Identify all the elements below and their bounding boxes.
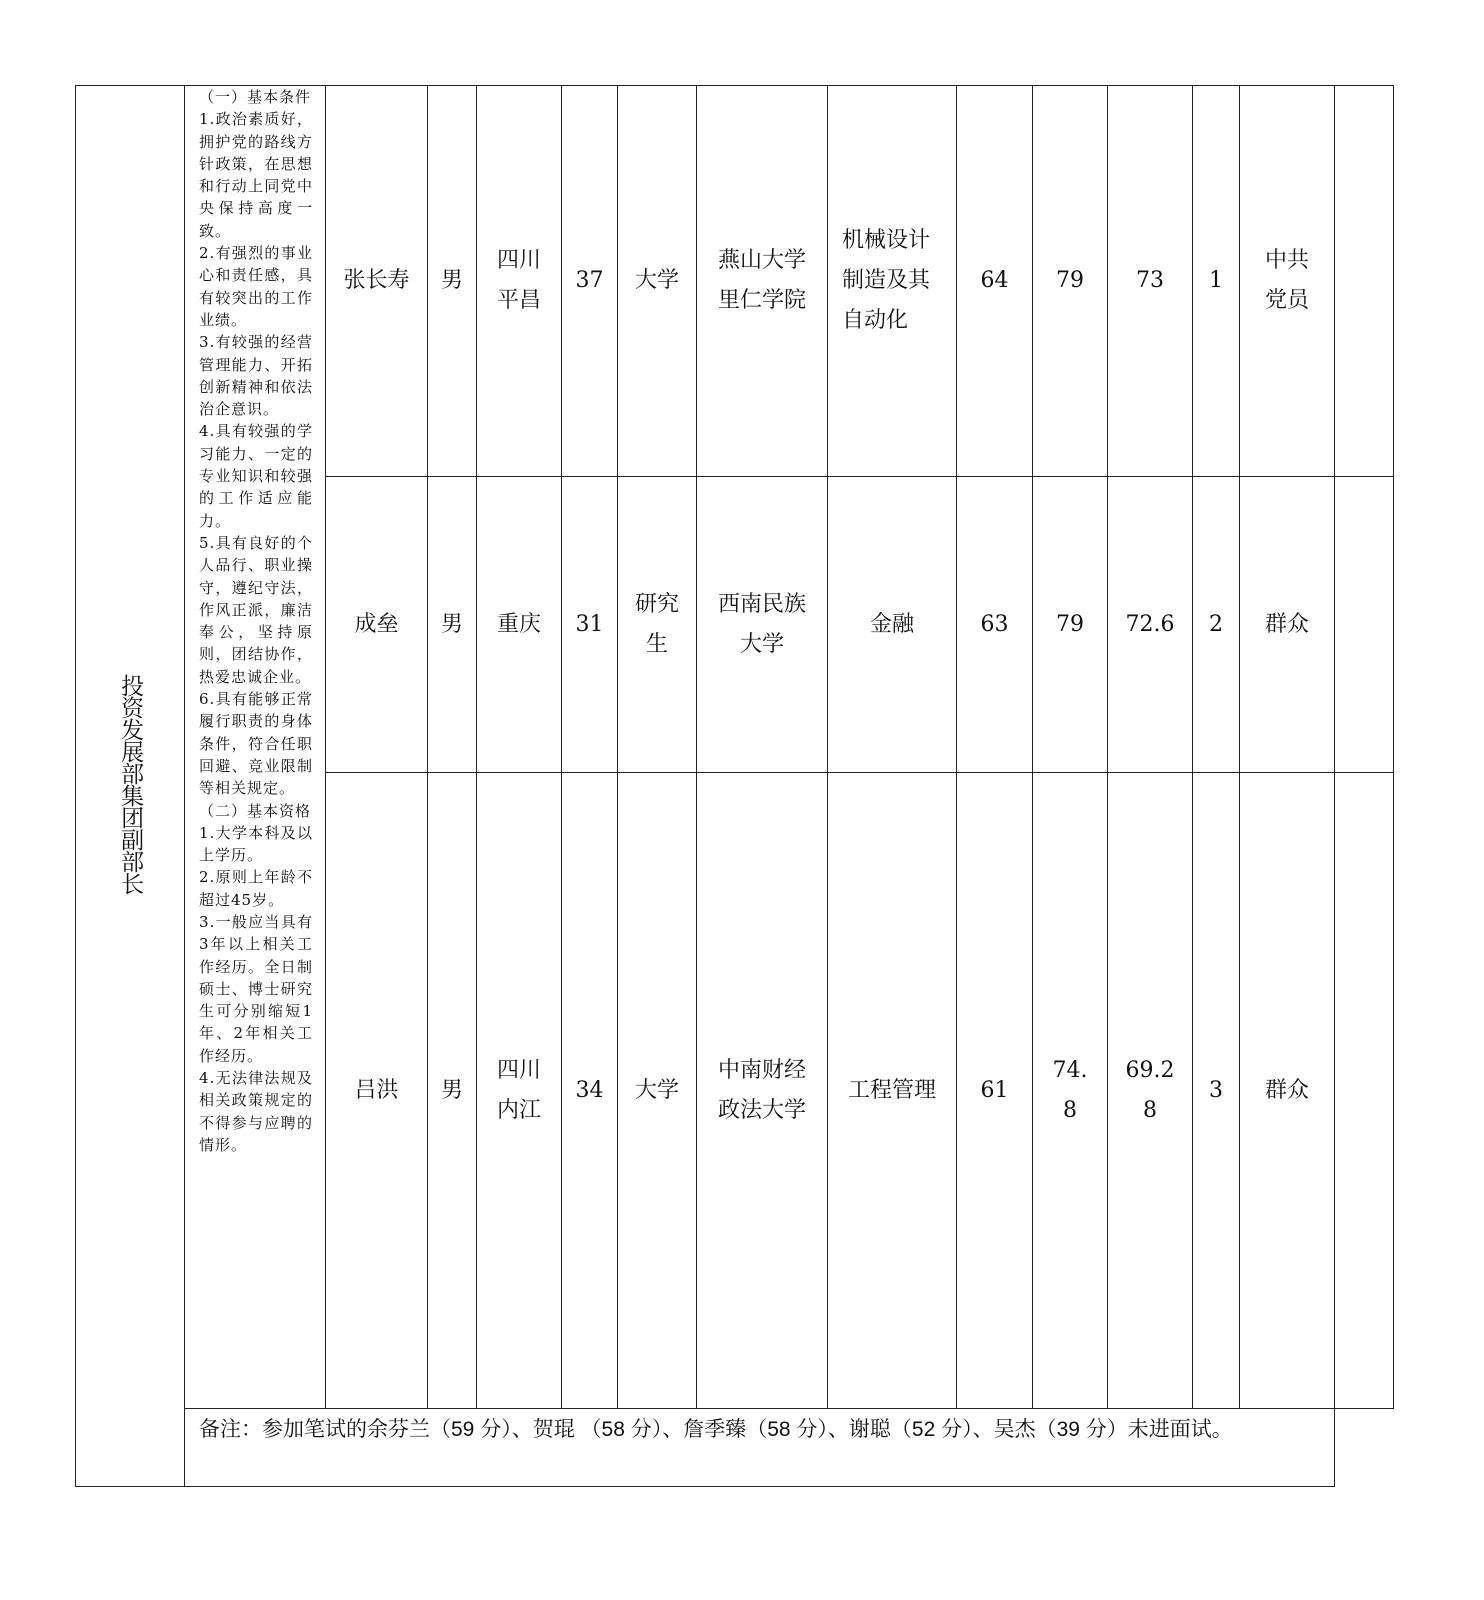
interview-score: 79 <box>1033 86 1108 477</box>
table-row <box>76 1409 1394 1487</box>
position-cell <box>76 86 185 1487</box>
candidate-major <box>828 86 957 477</box>
table-row <box>76 86 1394 477</box>
candidate-rank: 1 <box>1193 86 1240 477</box>
candidate-table-sheet <box>75 85 1394 1487</box>
candidate-rank: 2 <box>1193 477 1240 773</box>
empty-cell <box>1335 477 1394 773</box>
position-title: 投资发展部集团副部长 <box>117 674 144 894</box>
candidate-age: 34 <box>562 773 618 1409</box>
candidate-origin-text: 四川平昌 <box>496 248 541 313</box>
candidate-origin: 重庆 <box>477 477 562 773</box>
candidate-school <box>697 773 828 1409</box>
written-score: 63 <box>957 477 1033 773</box>
candidate-origin-text: 四川内江 <box>496 1057 541 1123</box>
total-score-text: 69.28 <box>1125 1057 1175 1123</box>
candidate-name: 成垒 <box>326 477 428 773</box>
empty-cell <box>1335 86 1394 477</box>
requirements-text: （一）基本条件 1.政治素质好，拥护党的路线方针政策，在思想和行动上同党中央保持高度一致。 2.有强烈的事业心和责任感，具有较突出的工作业绩。 3.有较强的经营管理能力、开拓创新精神和依法治企意识。 4.具有较强的学习能力、一定的专业知识和较强的工作适应能力。 5.具有良好的个人品行、职业操守，遵纪守法，作风正派，廉洁奉公，坚持原则，团结协作，热爱忠诚企业。 6.具有能够正常履行职责的身体条件，符合任职回避、竞业限制等相关规定。 （二）基本资格 1.大学本科及以上学历。 2.原则上年龄不超过45岁。 3.一般应当具有3年以上相关工作经历。全日制硕士、博士研究生可分别缩短1年、2年相关工作经历。 4.无法律法规及相关政策规定的不得参与应聘的情形。 <box>199 88 313 1154</box>
candidate-education <box>618 477 697 773</box>
candidate-party: 群众 <box>1240 773 1335 1409</box>
candidate-gender: 男 <box>428 773 477 1409</box>
candidate-origin <box>477 773 562 1409</box>
candidate-school-text: 中南财经政法大学 <box>717 1057 806 1123</box>
empty-cell <box>1335 773 1394 1409</box>
candidate-party <box>1240 86 1335 477</box>
candidate-table <box>75 85 1394 1487</box>
candidate-school-text: 西南民族大学 <box>717 591 806 657</box>
candidate-rank: 3 <box>1193 773 1240 1409</box>
interview-score <box>1033 773 1108 1409</box>
remarks-note: 备注：参加笔试的余芬兰（59 分）、贺琨 （58 分）、詹季臻（58 分）、谢聪（52 分）、吴杰（39 分）未进面试。 <box>185 1409 1335 1487</box>
candidate-major-text: 机械设计制造及其自动化 <box>842 228 931 333</box>
interview-score-text: 74.8 <box>1052 1057 1088 1123</box>
candidate-origin <box>477 86 562 477</box>
requirements-cell <box>185 86 326 1409</box>
candidate-name: 张长寿 <box>326 86 428 477</box>
candidate-major: 金融 <box>828 477 957 773</box>
interview-score: 79 <box>1033 477 1108 773</box>
written-score: 61 <box>957 773 1033 1409</box>
candidate-age: 37 <box>562 86 618 477</box>
total-score: 73 <box>1108 86 1193 477</box>
candidate-school <box>697 86 828 477</box>
total-score <box>1108 773 1193 1409</box>
candidate-name: 吕洪 <box>326 773 428 1409</box>
candidate-party-text: 中共党员 <box>1264 248 1309 313</box>
candidate-education-text: 研究生 <box>634 591 679 657</box>
candidate-education: 大学 <box>618 773 697 1409</box>
written-score: 64 <box>957 86 1033 477</box>
candidate-school <box>697 477 828 773</box>
candidate-gender: 男 <box>428 477 477 773</box>
candidate-age: 31 <box>562 477 618 773</box>
total-score: 72.6 <box>1108 477 1193 773</box>
candidate-gender: 男 <box>428 86 477 477</box>
candidate-party: 群众 <box>1240 477 1335 773</box>
candidate-education: 大学 <box>618 86 697 477</box>
candidate-major: 工程管理 <box>828 773 957 1409</box>
candidate-school-text: 燕山大学里仁学院 <box>717 248 806 313</box>
